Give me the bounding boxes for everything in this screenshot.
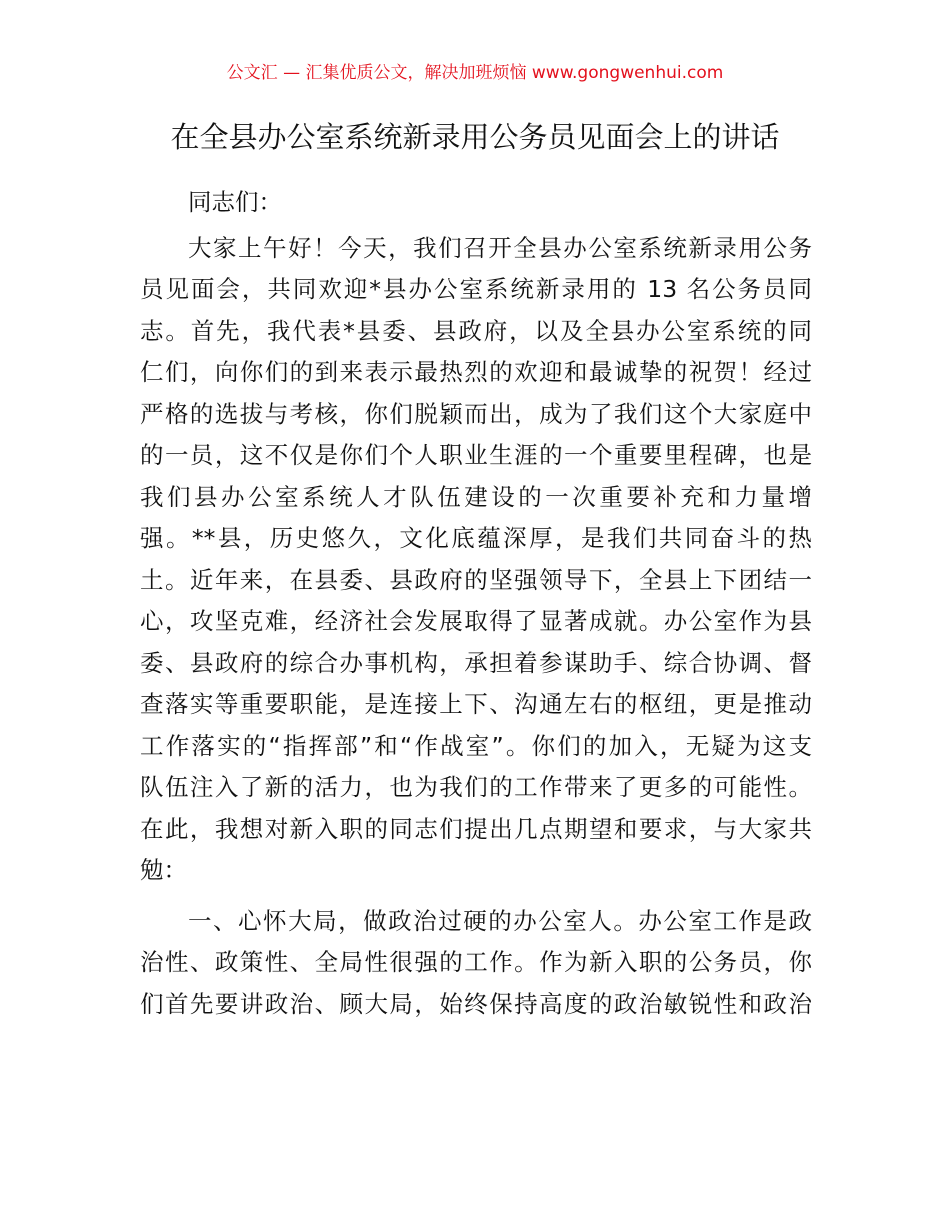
text-line: 工作落实的“指挥部”和“作战室”。你们的加入，无疑为这支 <box>140 731 812 760</box>
text-line: 治性、政策性、全局性很强的工作。作为新入职的公务员，你 <box>140 948 812 976</box>
text-line: 我们县办公室系统人才队伍建设的一次重要补充和力量增 <box>140 482 812 511</box>
paragraph-1 <box>140 228 812 892</box>
page-title: 在全县办公室系统新录用公务员见面会上的讲话 <box>170 120 780 154</box>
text-line: 心，攻坚克难，经济社会发展取得了显著成就。办公室作为县 <box>140 607 812 635</box>
text-line: 土。近年来，在县委、县政府的坚强领导下，全县上下团结一 <box>140 565 812 594</box>
text-line: 严格的选拔与考核，你们脱颖而出，成为了我们这个大家庭中 <box>140 399 812 428</box>
paragraph-2 <box>140 901 812 1026</box>
text-line: 强。**县，历史悠久，文化底蕴深厚，是我们共同奋斗的热 <box>140 524 812 552</box>
text-line: 大家上午好！今天，我们召开全县办公室系统新录用公务 <box>188 233 812 262</box>
text-line: 在此，我想对新入职的同志们提出几点期望和要求，与大家共 <box>140 814 812 843</box>
text-line: 们首先要讲政治、顾大局，始终保持高度的政治敏锐性和政治 <box>140 989 812 1018</box>
document-body <box>140 182 812 1025</box>
text-line: 的一员，这不仅是你们个人职业生涯的一个重要里程碑，也是 <box>140 441 812 469</box>
text-line: 勉： <box>140 856 187 884</box>
salutation: 同志们： <box>188 188 282 216</box>
text-line: 委、县政府的综合办事机构，承担着参谋助手、综合协调、督 <box>140 648 812 677</box>
text-line: 一、心怀大局，做政治过硬的办公室人。办公室工作是政 <box>188 906 812 935</box>
site-banner: 公文汇 — 汇集优质公文，解决加班烦恼 www.gongwenhui.com <box>226 63 724 83</box>
text-line: 查落实等重要职能，是连接上下、沟通左右的枢纽，更是推动 <box>140 690 812 718</box>
text-line: 仁们，向你们的到来表示最热烈的欢迎和最诚挚的祝贺！经过 <box>140 358 812 386</box>
text-line: 志。首先，我代表*县委、县政府，以及全县办公室系统的同 <box>140 316 812 345</box>
text-line: 员见面会，共同欢迎*县办公室系统新录用的 13 名公务员同 <box>140 275 812 303</box>
text-line: 队伍注入了新的活力，也为我们的工作带来了更多的可能性。 <box>140 773 812 801</box>
